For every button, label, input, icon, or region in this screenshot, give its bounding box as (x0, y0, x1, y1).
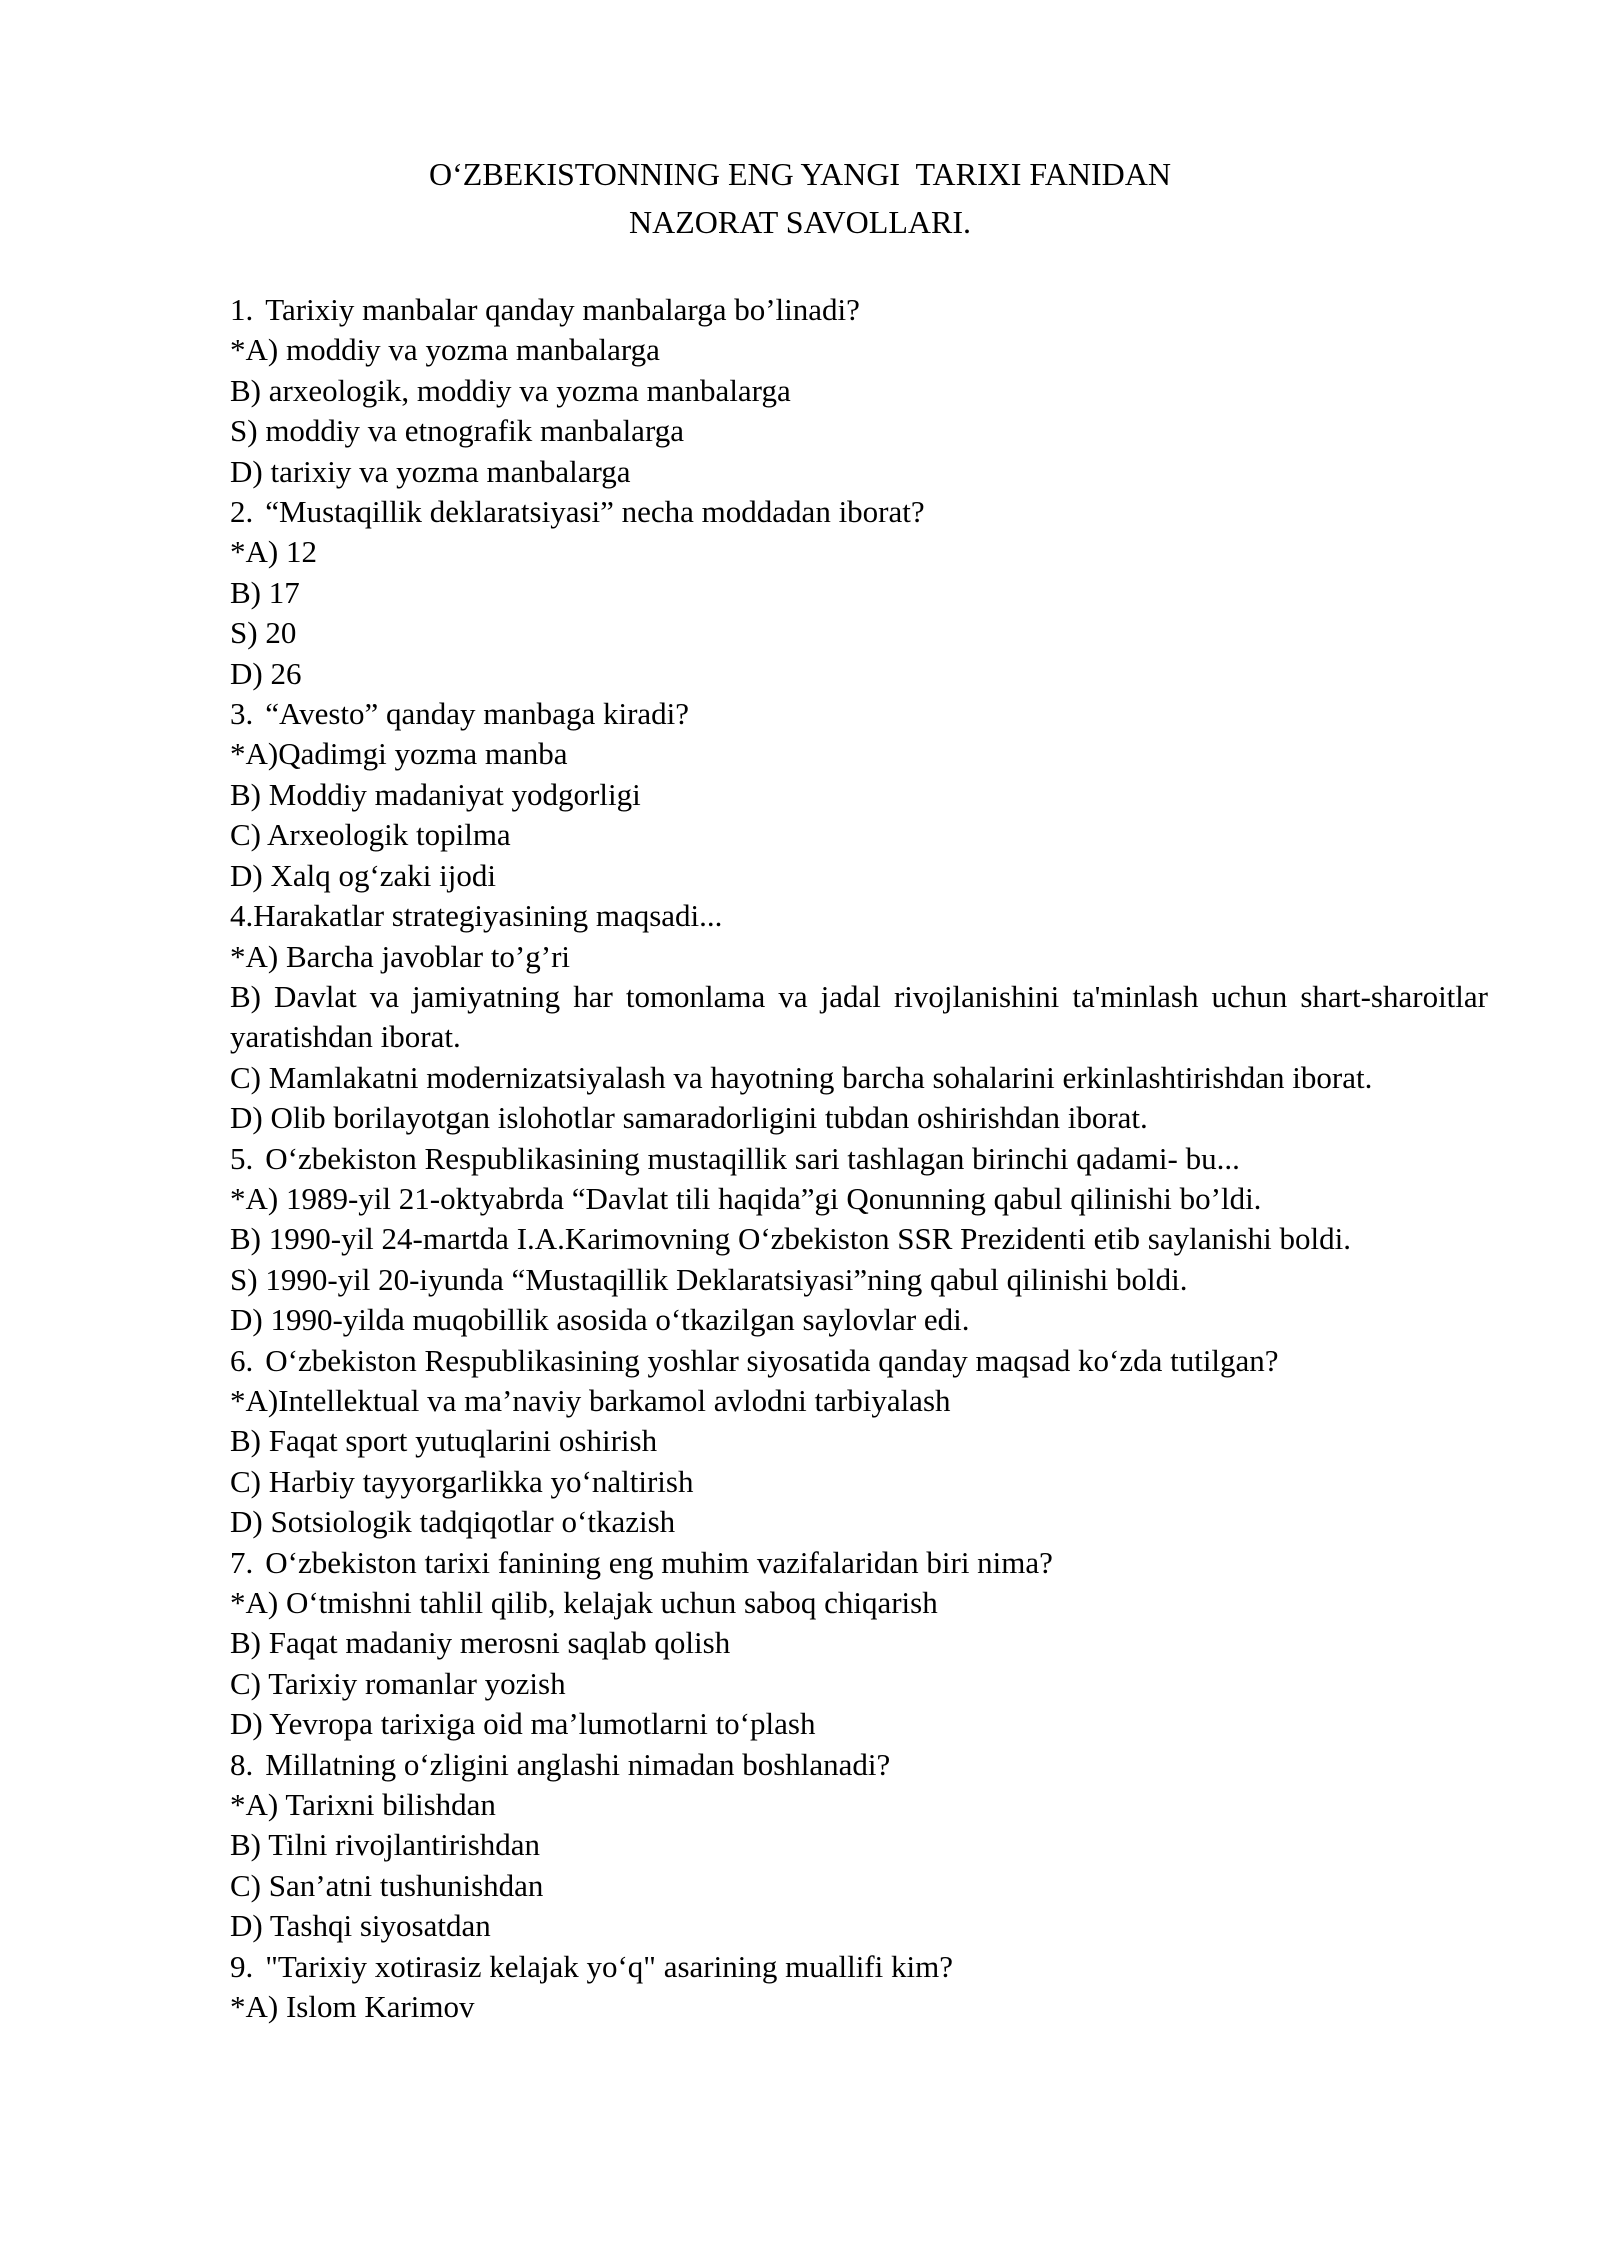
question-number: 1. (230, 292, 254, 327)
question-number: 8. (230, 1746, 254, 1782)
question-text (230, 492, 1488, 532)
answer-option: *A)Qadimgi yozma manba (230, 736, 568, 772)
question-number: 4. (230, 898, 254, 934)
answer-option: D) Olib borilayotgan islohotlar samaradorligini tubdan oshirishdan iborat. (230, 1100, 1148, 1136)
question-text (230, 1745, 1488, 1785)
question-number: 7. (230, 1544, 254, 1580)
answer-option: C) Mamlakatni modernizatsiyalash va hayotning barcha sohalarini erkinlashtirishdan iborat. (230, 1059, 1373, 1095)
question-number: 6. (230, 1342, 254, 1378)
answer-option: S) moddiy va etnografik manbalarga (230, 413, 684, 449)
answer-option: B) arxeologik, moddiy va yozma manbalarga (230, 372, 791, 408)
answer-option: *A) 1989-yil 21-oktyabrda “Davlat tili haqida”gi Qonunning qabul qilinishi bo’ldi. (230, 1180, 1262, 1216)
answer-option: *A) Islom Karimov (230, 1989, 475, 2025)
answer-option: B) Tilni rivojlantirishdan (230, 1827, 541, 1863)
answer-option: *A) 12 (230, 534, 317, 570)
answer-option: B) Faqat sport yutuqlarini oshirish (230, 1423, 658, 1459)
question-stem: Millatning o‘zligini anglashi nimadan boshlanadi? (265, 1746, 891, 1782)
answer-option: *A) moddiy va yozma manbalarga (230, 332, 660, 368)
question-text (230, 1341, 1488, 1381)
answer-option: D) Xalq og‘zaki ijodi (230, 857, 497, 893)
question-stem: "Tarixiy xotirasiz kelajak yo‘q" asarining muallifi kim? (265, 1948, 953, 1984)
question-stem: O‘zbekiston tarixi fanining eng muhim vazifalaridan biri nima? (265, 1544, 1053, 1580)
title-line-2: NAZORAT SAVOLLARI. (629, 204, 971, 240)
question-stem: “Avesto” qanday manbaga kiradi? (265, 696, 690, 732)
answer-option: B) 17 (230, 574, 300, 610)
answer-option: C) San’atni tushunishdan (230, 1867, 544, 1903)
answer-option: C) Harbiy tayyorgarlikka yo‘naltirish (230, 1463, 694, 1499)
answer-option: D) Tashqi siyosatdan (230, 1908, 491, 1944)
question-text (230, 694, 1488, 734)
question-text (230, 290, 1488, 330)
question-text (230, 896, 1488, 936)
answer-option: *A) Tarixni bilishdan (230, 1787, 496, 1823)
answer-option: S) 20 (230, 615, 297, 651)
answer-option: D) Yevropa tarixiga oid ma’lumotlarni to‘plash (230, 1706, 816, 1742)
answer-option: D) 26 (230, 655, 302, 691)
question-stem: Harakatlar strategiyasining maqsadi... (253, 898, 723, 934)
question-stem: O‘zbekiston Respublikasining yoshlar siyosatida qanday maqsad ko‘zda tutilgan? (265, 1342, 1279, 1378)
question-text (230, 1139, 1488, 1179)
document-title (0, 150, 1600, 246)
answer-option: B) Davlat va jamiyatning har tomonlama va jadal rivojlanishini ta'minlash uchun shart-sharoitlar yaratishdan iborat. (230, 978, 1488, 1055)
question-text (230, 1947, 1488, 1987)
question-text (230, 1543, 1488, 1583)
answer-option: C) Tarixiy romanlar yozish (230, 1665, 566, 1701)
question-list (230, 290, 1488, 2027)
answer-option: C) Arxeologik topilma (230, 817, 511, 853)
question-stem: O‘zbekiston Respublikasining mustaqillik sari tashlagan birinchi qadami- bu... (265, 1140, 1240, 1176)
question-number: 5. (230, 1140, 254, 1176)
answer-option: D) Sotsiologik tadqiqotlar o‘tkazish (230, 1504, 676, 1540)
answer-option: B) Moddiy madaniyat yodgorligi (230, 776, 641, 812)
answer-option: *A) Barcha javoblar to’g’ri (230, 938, 571, 974)
answer-option: *A)Intellektual va ma’naviy barkamol avlodni tarbiyalash (230, 1382, 951, 1418)
title-line-1: O‘ZBEKISTONNING ENG YANGI TARIXI FANIDAN (429, 156, 1171, 192)
question-number: 9. (230, 1948, 254, 1984)
question-number: 2. (230, 494, 254, 530)
answer-option: B) 1990-yil 24-martda I.A.Karimovning O‘zbekiston SSR Prezidenti etib saylanishi boldi. (230, 1221, 1352, 1257)
answer-option: S) 1990-yil 20-iyunda “Mustaqillik Deklaratsiyasi”ning qabul qilinishi boldi. (230, 1261, 1188, 1297)
question-stem: “Mustaqillik deklaratsiyasi” necha moddadan iborat? (265, 494, 925, 530)
question-number: 3. (230, 696, 254, 732)
answer-option: D) 1990-yilda muqobillik asosida o‘tkazilgan saylovlar edi. (230, 1302, 970, 1338)
answer-option: B) Faqat madaniy merosni saqlab qolish (230, 1625, 731, 1661)
answer-option: D) tarixiy va yozma manbalarga (230, 453, 631, 489)
answer-option: *A) O‘tmishni tahlil qilib, kelajak uchun saboq chiqarish (230, 1585, 938, 1620)
question-stem: Tarixiy manbalar qanday manbalarga bo’linadi? (265, 292, 860, 327)
